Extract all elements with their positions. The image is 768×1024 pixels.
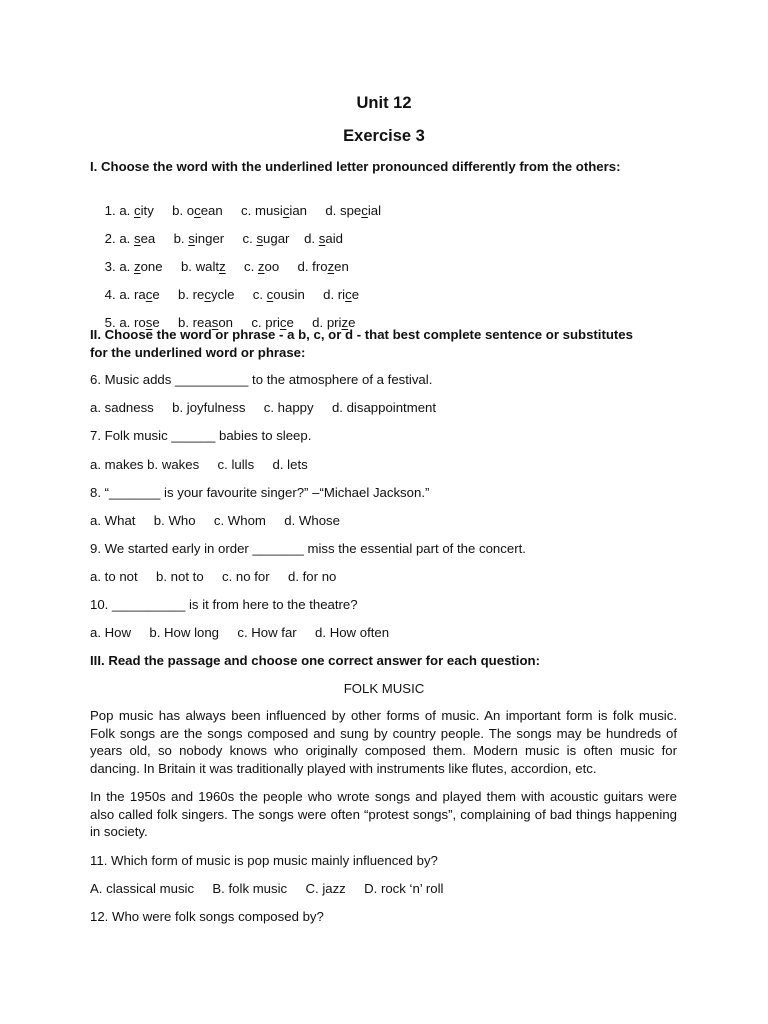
unit-title: Unit 12 [356,94,412,112]
question-12: 12. Who were folk songs composed by? [90,909,324,924]
question-9-options: a. to not b. not to c. no for d. for no [90,569,337,584]
s1-item-5: 5. a. rose b. reason c. price d. prize [104,315,356,330]
question-6-options: a. sadness b. joyfulness c. happy d. disappointment [90,400,437,415]
question-9: 9. We started early in order _______ miss the essential part of the concert. [90,541,526,556]
exercise-title: Exercise 3 [343,127,425,145]
s1-item-1: 1. a. city b. ocean c. musician d. special [104,203,382,218]
passage-title: FOLK MUSIC [343,681,425,696]
question-7: 7. Folk music ______ babies to sleep. [90,428,312,443]
section1-heading: I. Choose the word with the underlined letter pronounced differently from the others: [90,159,621,174]
question-7-options: a. makes b. wakes c. lulls d. lets [90,457,308,472]
section2-heading-line1: II. Choose the word or phrase - a b, c, or d - that best complete sentence or substitutes [90,327,633,342]
section3-heading: III. Read the passage and choose one correct answer for each question: [90,653,540,668]
section2-heading-line2: for the underlined word or phrase: [90,345,306,360]
question-11: 11. Which form of music is pop music mainly influenced by? [90,853,438,868]
question-11-options: A. classical music B. folk music C. jazz D. rock ‘n’ roll [90,881,444,896]
s1-item-3: 3. a. zone b. waltz c. zoo d. frozen [104,259,349,274]
s1-item-2: 2. a. sea b. singer c. sugar d. said [104,231,343,246]
question-10-options: a. How b. How long c. How far d. How often [90,625,390,640]
passage-paragraph-2: In the 1950s and 1960s the people who wrote songs and played them with acoustic guitars were also called folk singers. The songs were often “protest songs”, complaining of bad things happening in society. [90,789,677,839]
question-10: 10. __________ is it from here to the theatre? [90,597,358,612]
question-8: 8. “_______ is your favourite singer?” –“Michael Jackson.” [90,485,430,500]
s1-item-4: 4. a. race b. recycle c. cousin d. rice [104,287,360,302]
question-6: 6. Music adds __________ to the atmosphere of a festival. [90,372,433,387]
question-8-options: a. What b. Who c. Whom d. Whose [90,513,340,528]
passage-paragraph-1: Pop music has always been influenced by other forms of music. An important form is folk music. Folk songs are the songs composed and sung by country people. The songs may be hundreds of years old, so nobody knows who originally composed them. Modern music is often music for dancing. In Britain it was traditionally played with instruments like flutes, accordion, etc. [90,708,677,776]
